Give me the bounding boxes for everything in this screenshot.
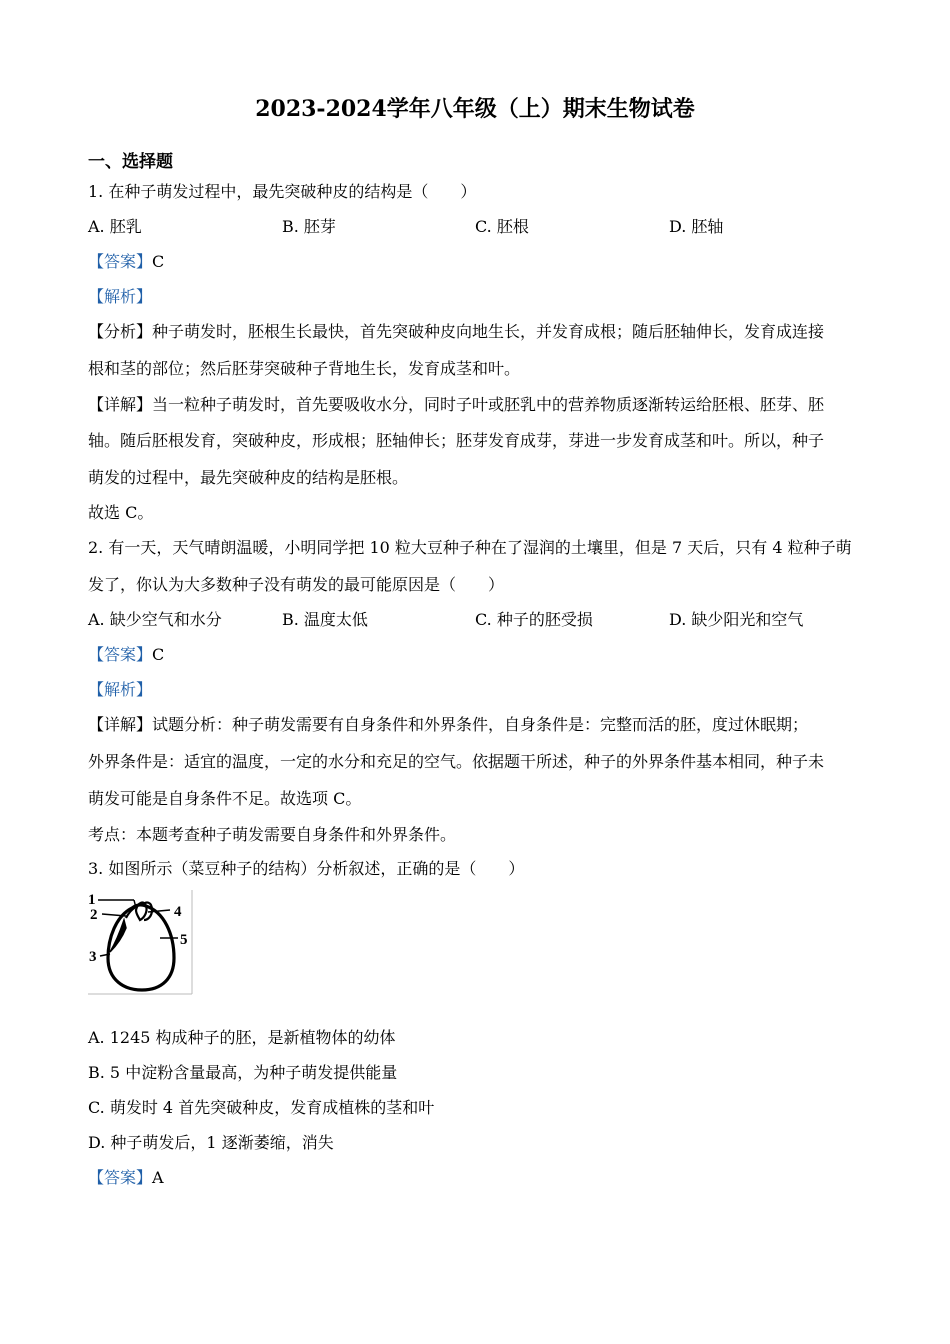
q1-fenxi-line-2: 根和茎的部位；然后胚芽突破种子背地生长，发育成茎和叶。 <box>88 359 521 378</box>
q1-answer <box>88 252 863 272</box>
answer-tag: 【答案】 <box>88 1168 153 1187</box>
answer-tag: 【答案】 <box>88 252 153 271</box>
figure-label-5: 5 <box>180 932 188 948</box>
q3-option-a: A. 1245 构成种子的胚，是新植物体的幼体 <box>88 1028 396 1047</box>
q2-kaodian: 考点：本题考查种子萌发需要自身条件和外界条件。 <box>88 825 457 844</box>
q2-analysis-heading <box>88 680 863 700</box>
q1-fenxi-line-1 <box>88 322 863 342</box>
q2-xiangjie-line-2: 外界条件是：适宜的温度，一定的水分和充足的空气。依据题干所述，种子的外界条件基本相同，种子未 <box>88 752 825 771</box>
q1-xiangjie-line-3: 萌发的过程中，最先突破种皮的结构是胚根。 <box>88 468 409 487</box>
q2-option-c: C. 种子的胚受损 <box>475 610 593 629</box>
page-title: 2023-2024学年八年级（上）期末生物试卷 <box>255 96 695 122</box>
q3-option-b: B. 5 中淀粉含量最高，为种子萌发提供能量 <box>88 1063 398 1082</box>
bean-seed-structure-figure <box>86 888 194 996</box>
xiangjie-tag: 【详解】 <box>88 715 153 734</box>
q2-stem-line-2: 发了，你认为大多数种子没有萌发的最可能原因是（ ） <box>88 575 505 594</box>
analysis-tag: 【解析】 <box>88 680 153 699</box>
q2-answer <box>88 645 863 665</box>
q3-option-c: C. 萌发时 4 首先突破种皮，发育成植株的茎和叶 <box>88 1098 435 1117</box>
q1-xiangjie-line-1 <box>88 395 863 415</box>
figure-label-3: 3 <box>89 949 97 965</box>
q1-option-b: B. 胚芽 <box>282 217 336 236</box>
xiangjie-text: 试题分析：种子萌发需要有自身条件和外界条件，自身条件是：完整而活的胚，度过休眠期； <box>152 715 809 734</box>
q2-option-d: D. 缺少阳光和空气 <box>669 610 804 629</box>
figure-label-1: 1 <box>88 892 96 908</box>
q1-analysis-heading <box>88 287 863 307</box>
q2-xiangjie-line-3: 萌发可能是自身条件不足。故选项 C。 <box>88 789 362 808</box>
answer-value: C <box>152 645 165 664</box>
q3-option-d: D. 种子萌发后，1 逐渐萎缩，消失 <box>88 1133 334 1152</box>
xiangjie-tag: 【详解】 <box>88 395 153 414</box>
figure-label-2: 2 <box>90 907 98 923</box>
answer-value: A <box>152 1168 164 1187</box>
q1-xiangjie-line-2: 轴。随后胚根发育，突破种皮，形成根；胚轴伸长；胚芽发育成芽，芽进一步发育成茎和叶。所以，种子 <box>88 431 825 450</box>
q2-option-b: B. 温度太低 <box>282 610 368 629</box>
q2-stem-line-1: 2. 有一天，天气晴朗温暖，小明同学把 10 粒大豆种子种在了湿润的土壤里，但是 7 天后，只有 4 粒种子萌 <box>88 538 852 557</box>
xiangjie-text: 当一粒种子萌发时，首先要吸收水分，同时子叶或胚乳中的营养物质逐渐转运给胚根、胚芽、胚 <box>152 395 825 414</box>
q1-stem: 1. 在种子萌发过程中，最先突破种皮的结构是（ ） <box>88 182 477 201</box>
fenxi-tag: 【分析】 <box>88 322 153 341</box>
answer-value: C <box>152 252 165 271</box>
q1-option-c: C. 胚根 <box>475 217 529 236</box>
fenxi-text: 种子萌发时，胚根生长最快，首先突破种皮向地生长，并发育成根；随后胚轴伸长，发育成连接 <box>152 322 825 341</box>
q2-option-a: A. 缺少空气和水分 <box>88 610 222 629</box>
q3-answer <box>88 1168 863 1188</box>
q1-option-a: A. 胚乳 <box>88 217 142 236</box>
q3-stem: 3. 如图所示（菜豆种子的结构）分析叙述，正确的是（ ） <box>88 859 525 878</box>
section-heading: 一、选择题 <box>88 152 173 172</box>
q1-conclusion: 故选 C。 <box>88 503 154 522</box>
q2-xiangjie-line-1 <box>88 715 863 735</box>
analysis-tag: 【解析】 <box>88 287 153 306</box>
figure-label-4: 4 <box>174 904 182 920</box>
q1-option-d: D. 胚轴 <box>669 217 724 236</box>
answer-tag: 【答案】 <box>88 645 153 664</box>
